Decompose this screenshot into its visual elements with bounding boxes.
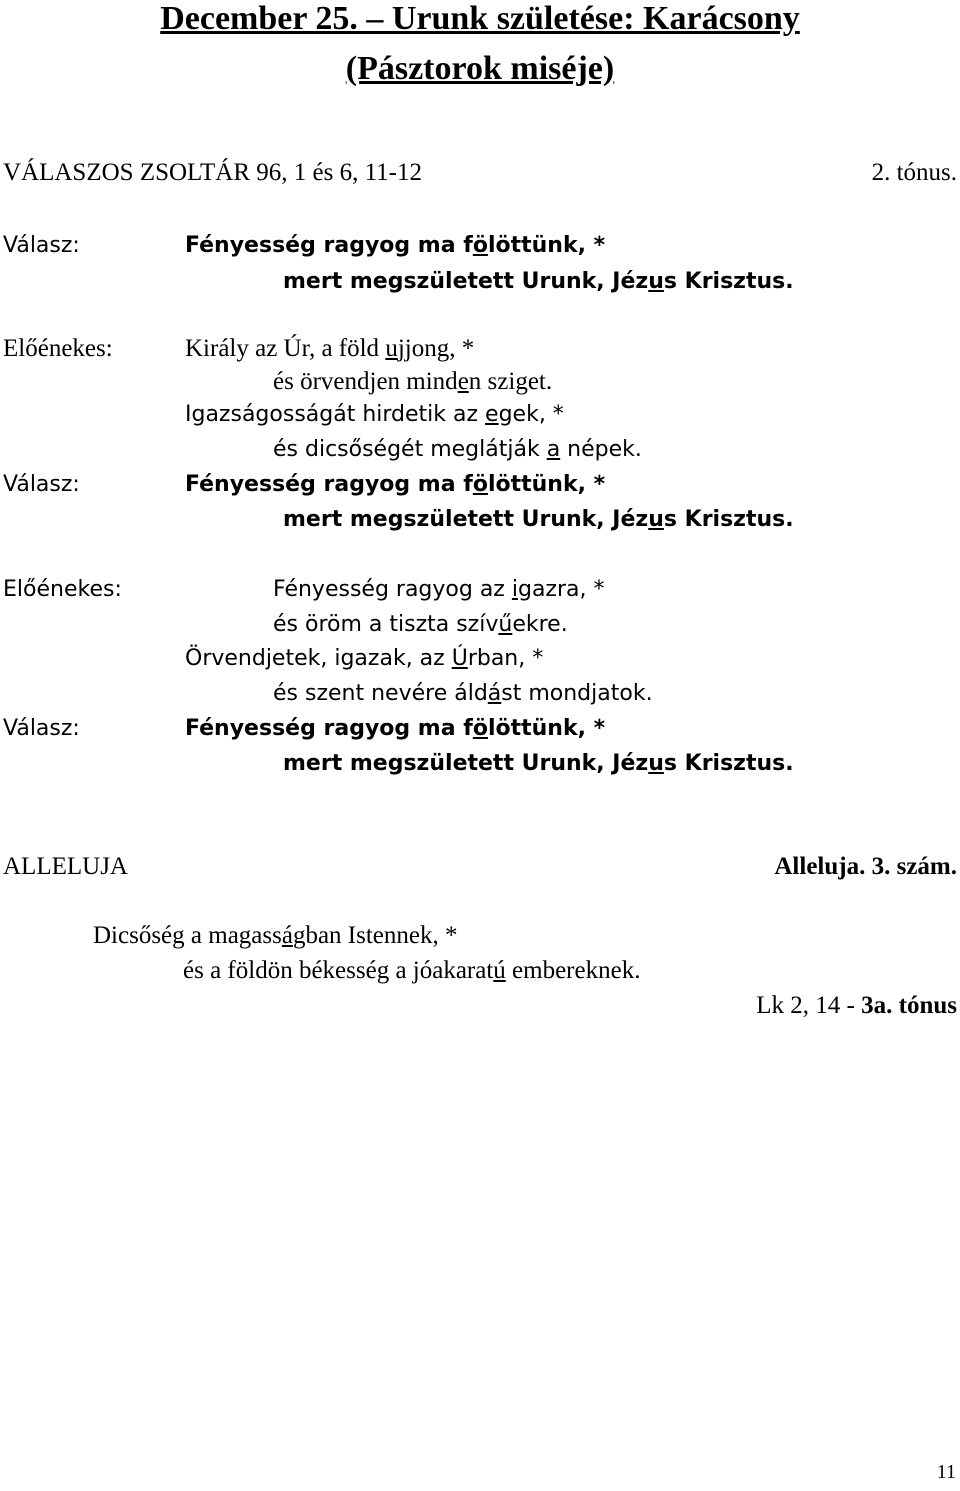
verse2-line-3: Örvendjetek, igazak, az Úrban, *	[185, 646, 544, 671]
response-label: Válasz:	[3, 233, 80, 258]
page-title: December 25. – Urunk születése: Karácsony	[160, 0, 800, 37]
verse2-line-1: Fényesség ragyog az igazra, *	[273, 577, 605, 602]
alleluia-line-2: és a földön békesség a jóakaratú embereknek.	[183, 957, 641, 984]
psalm-heading: VÁLASZOS ZSOLTÁR 96, 1 és 6, 11-12	[3, 159, 422, 186]
verse1-line-4: és dicsőségét meglátják a népek.	[273, 437, 642, 462]
alleluia-number: Alleluja. 3. szám.	[774, 853, 957, 880]
verse1-line-2: és örvendjen minden sziget.	[273, 368, 553, 395]
page-subtitle: (Pásztorok miséje)	[345, 50, 615, 87]
response-line-1: Fényesség ragyog ma fölöttünk, *	[185, 716, 606, 741]
response-line-2: mert megszületett Urunk, Jézus Krisztus.	[283, 507, 794, 532]
response-line-2: mert megszületett Urunk, Jézus Krisztus.	[283, 751, 794, 776]
cantor-label: Előénekes:	[3, 335, 113, 362]
alleluia-heading: ALLELUJA	[3, 853, 128, 880]
verse2-line-2: és öröm a tiszta szívűekre.	[273, 612, 568, 637]
response-line-2: mert megszületett Urunk, Jézus Krisztus.	[283, 269, 794, 294]
response-label: Válasz:	[3, 472, 80, 497]
alleluia-line-1: Dicsőség a magasságban Istennek, *	[93, 922, 458, 949]
verse1-line-1: Király az Úr, a föld ujjong, *	[185, 335, 475, 362]
psalm-tone: 2. tónus.	[871, 159, 957, 186]
response-line-1: Fényesség ragyog ma fölöttünk, *	[185, 472, 606, 497]
response-label: Válasz:	[3, 716, 80, 741]
alleluia-reference: Lk 2, 14 - 3a. tónus	[756, 992, 957, 1019]
verse1-line-3: Igazságosságát hirdetik az egek, *	[185, 402, 564, 427]
page-number: 11	[936, 1461, 956, 1483]
response-line-1: Fényesség ragyog ma fölöttünk, *	[185, 233, 606, 258]
cantor-label: Előénekes:	[3, 577, 122, 602]
verse2-line-4: és szent nevére áldást mondjatok.	[273, 681, 653, 706]
